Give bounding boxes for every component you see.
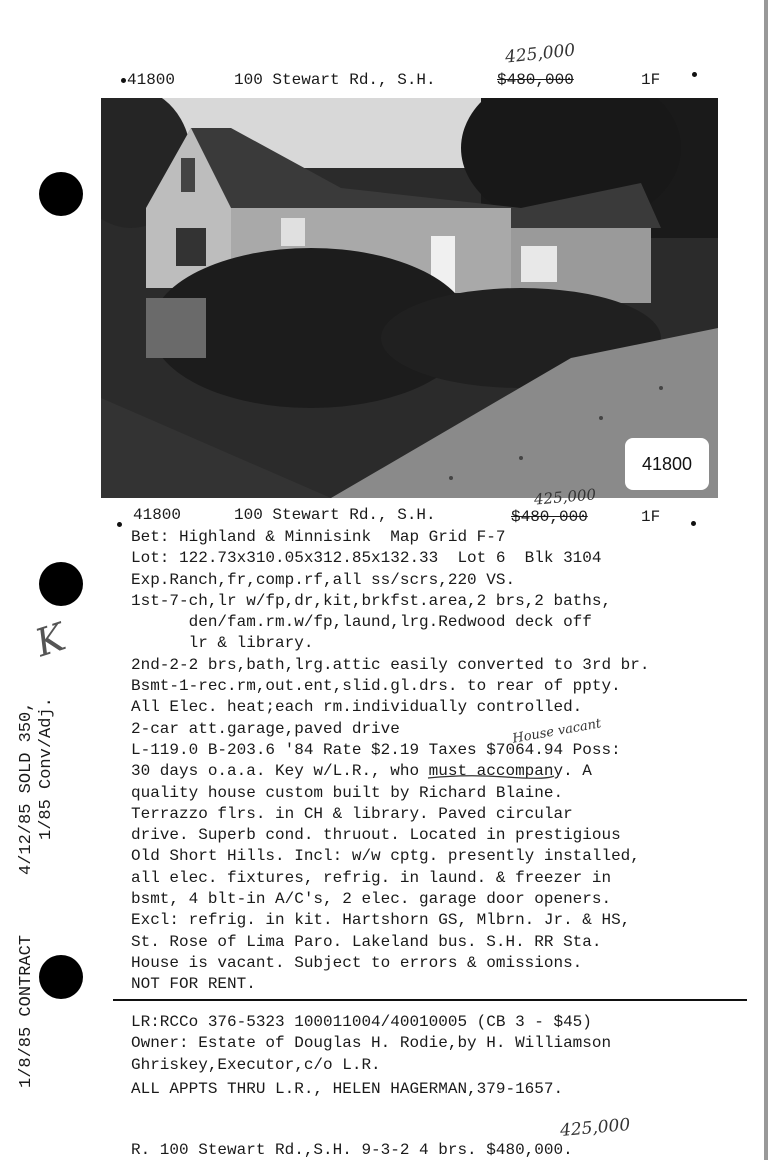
listing-line: 2nd-2-2 brs,bath,lrg.attic easily converted to 3rd br. (131, 655, 650, 674)
listing-body (131, 527, 649, 996)
margin-initial: K (29, 614, 71, 666)
listing-line: All Elec. heat;each rm.individually controlled. (131, 698, 583, 717)
header-price: $480,000 (497, 71, 574, 89)
punch-hole-middle (39, 562, 83, 606)
listing-line: Terrazzo flrs. in CH & library. Paved circular (131, 804, 573, 823)
listing-line: House is vacant. Subject to errors & omissions. (131, 953, 583, 972)
punch-hole-bottom (39, 955, 83, 999)
listing-line: den/fam.rm.w/fp,laund,lrg.Redwood deck off (131, 613, 592, 632)
listing-line: Bet: Highland & Minnisink Map Grid F-7 (131, 528, 506, 546)
listing-address: 100 Stewart Rd., S.H. (234, 506, 436, 524)
footer-line: LR:RCCo 376-5323 100011004/40010005 (CB 3 - $45) (131, 1013, 592, 1031)
photo-tag (625, 438, 709, 490)
page-edge (764, 0, 768, 1160)
listing-line: Bsmt-1-rec.rm,out.ent,slid.gl.drs. to rear of ppty. (131, 677, 621, 696)
listing-line: Excl: refrig. in kit. Hartshorn GS, Mlbrn. Jr. & HS, (131, 911, 631, 930)
listing-line: 2-car att.garage,paved drive (131, 719, 400, 738)
listing-line: 1st-7-ch,lr w/fp,dr,kit,brkfst.area,2 brs,2 baths, (131, 591, 612, 610)
listing-line: NOT FOR RENT. (131, 975, 256, 994)
header-floor: 1F (641, 71, 661, 89)
listing-line: lr & library. (131, 634, 314, 653)
margin-sold: 4/12/85 SOLD 350, (17, 701, 36, 875)
house-photo (101, 98, 718, 498)
bullet-dot (117, 522, 122, 527)
house-illustration (101, 98, 718, 498)
footer-block (131, 1012, 611, 1100)
listing-line: drive. Superb cond. thruout. Located in prestigious (131, 826, 621, 845)
header-handwritten-price: 425,000 (504, 40, 577, 68)
bullet-dot (692, 72, 697, 77)
listing-line: bsmt, 4 blt-in A/C's, 2 elec. garage door openers. (131, 890, 612, 909)
listing-line: Lot: 122.73x310.05x312.85x132.33 Lot 6 Blk 3104 (131, 549, 602, 568)
handwritten-note: House vacant (511, 716, 603, 747)
listing-line: St. Rose of Lima Paro. Lakeland bus. S.H. RR Sta. (131, 932, 602, 951)
listing-number: 41800 (133, 506, 182, 524)
listing-line: L-119.0 B-203.6 '84 Rate $2.19 Taxes $7064.94 Poss: (131, 740, 621, 759)
listing-line: 30 days o.a.a. Key w/L.R., who must accompany. A (131, 762, 592, 781)
margin-conv: 1/85 Conv/Adj. (37, 697, 56, 840)
listing-line: quality house custom built by Richard Blaine. (131, 783, 564, 802)
listing-handwritten-price: 425,000 (533, 485, 597, 509)
footer-summary: R. 100 Stewart Rd.,S.H. 9-3-2 4 brs. $480,000. (131, 1141, 573, 1159)
listing-line: all elec. fixtures, refrig. in laund. & freezer in (131, 868, 612, 887)
listing-line: Old Short Hills. Incl: w/w cptg. presently installed, (131, 847, 640, 866)
listing-line: Exp.Ranch,fr,comp.rf,all ss/scrs,220 VS. (131, 570, 516, 589)
section-divider (113, 999, 747, 1001)
header-address: 100 Stewart Rd., S.H. (234, 71, 436, 89)
bullet-dot (121, 78, 126, 83)
punch-hole-top (39, 172, 83, 216)
listing-floor: 1F (641, 508, 661, 526)
header-number: 41800 (127, 71, 176, 89)
bullet-dot (691, 521, 696, 526)
footer-line: Ghriskey,Executor,c/o L.R. (131, 1055, 381, 1074)
listing-price: $480,000 (511, 508, 588, 526)
footer-line: ALL APPTS THRU L.R., HELEN HAGERMAN,379-1657. (131, 1079, 564, 1098)
margin-contract: 1/8/85 CONTRACT (17, 934, 36, 1088)
photo-tag-number: 41800 (641, 453, 693, 474)
strike-mark (426, 773, 556, 781)
footer-line: Owner: Estate of Douglas H. Rodie,by H. Williamson (131, 1034, 612, 1053)
footer-handwritten-price: 425,000 (559, 1114, 632, 1142)
